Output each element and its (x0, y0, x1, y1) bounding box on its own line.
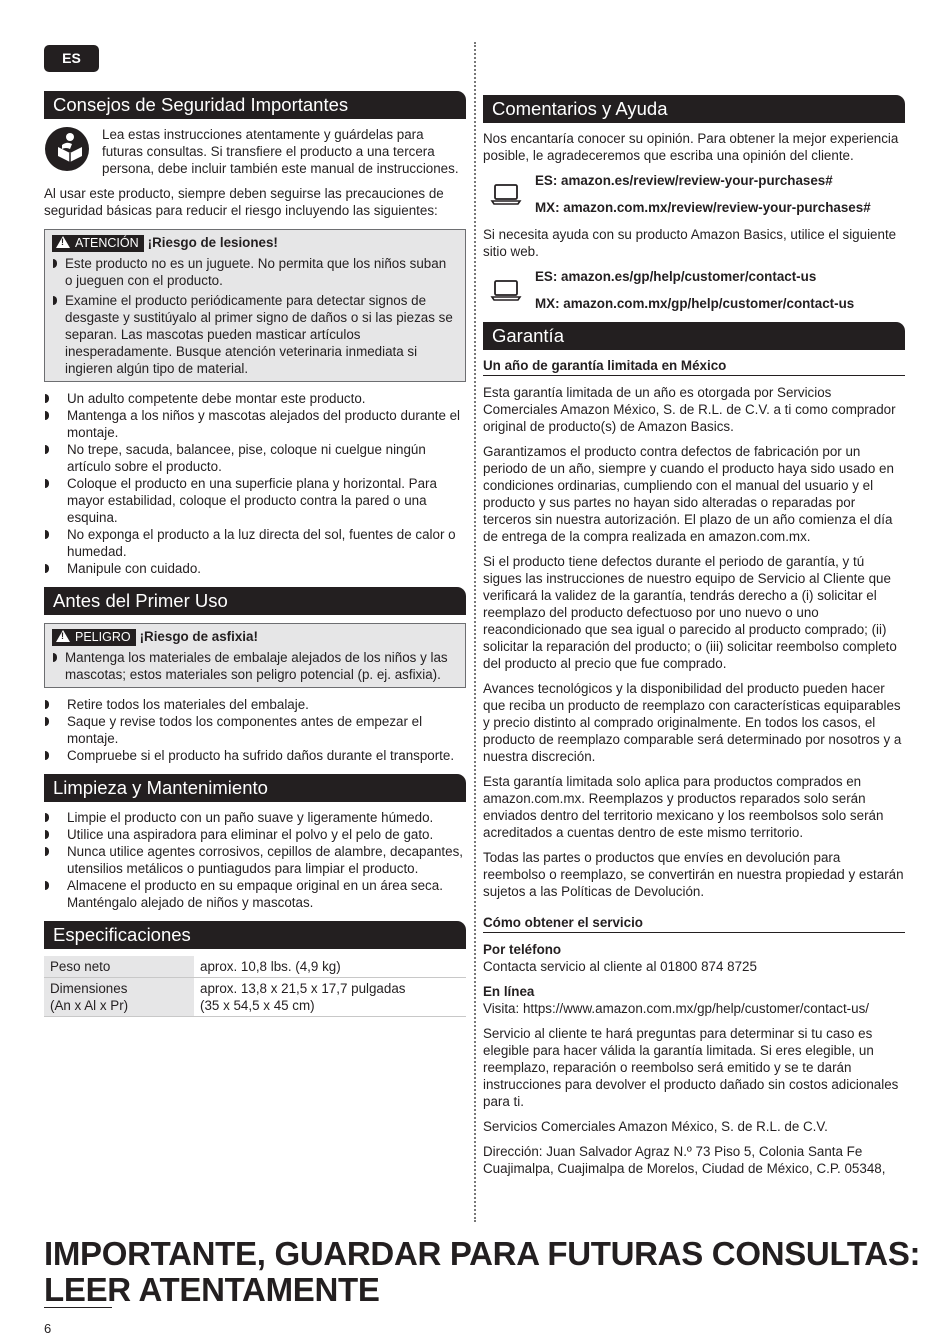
warning-item: Este producto no es un juguete. No permita que los niños suban o jueguen con el producto. (52, 255, 457, 289)
warning-title: ¡Riesgo de lesiones! (147, 235, 278, 250)
warning-box-choking (44, 623, 466, 688)
safety-heading: Consejos de Seguridad Importantes (44, 91, 466, 119)
list-item: Nunca utilice agentes corrosivos, cepillos de alambre, decapantes, utensilios metálicos o puntiagudos para limpiar el producto. (44, 843, 466, 877)
laptop-icon (483, 179, 535, 209)
list-item: Mantenga a los niños y mascotas alejados del producto durante el montaje. (44, 407, 466, 441)
language-badge: ES (44, 45, 99, 72)
read-manual-icon (44, 126, 90, 172)
column-divider (474, 42, 476, 1222)
spec-value: aprox. 13,8 x 21,5 x 17,7 pulgadas (35 x 54,5 x 45 cm) (194, 978, 466, 1017)
warning-triangle-icon (56, 630, 70, 642)
warning-title: ¡Riesgo de asfixia! (139, 629, 258, 644)
laptop-icon (483, 275, 535, 305)
first-use-bullets (44, 696, 466, 764)
warning-triangle-icon (56, 236, 70, 248)
list-item: Un adulto competente debe montar este producto. (44, 390, 466, 407)
online-text: Visita: https://www.amazon.com.mx/gp/help/customer/contact-us/ (483, 1001, 870, 1016)
warning-box-injury (44, 229, 466, 382)
warning-item: Mantenga los materiales de embalaje alejados de los niños y las mascotas; estos materiales son peligro potencial (p. ej. asfixia). (52, 649, 457, 683)
help-text: Si necesita ayuda con su producto Amazon Basics, utilice el siguiente sitio web. (483, 227, 897, 259)
spec-key: Dimensiones (An x Al x Pr) (44, 978, 194, 1017)
warning-item: Examine el producto periódicamente para detectar signos de desgaste y sustitúyalo al primer signo de daños o si las piezas se separan. Las mascotas pueden masticar artículos inesperadamente. Busque atención veterinaria inmediata si ingieren algún tipo de material. (52, 292, 457, 377)
company-name: Servicios Comerciales Amazon México, S. de R.L. de C.V. (483, 1119, 828, 1134)
footer-title (44, 1236, 924, 1308)
cleaning-heading: Limpieza y Mantenimiento (44, 774, 466, 802)
list-item: No trepe, sacuda, balancee, pise, coloque ni cuelgue ningún artículo sobre el producto. (44, 441, 466, 475)
warranty-paragraph: Avances tecnológicos y la disponibilidad del producto pueden hacer que reciba un producto de reemplazo con características equiparables y precio distinto al comprado originalmente. En todos los casos, el producto de reemplazo comparable será determinado por nosotros y a nuestra discreción. (483, 681, 902, 764)
warranty-paragraph: Garantizamos el producto contra defectos de fabricación por un periodo de un año, siempre y cuando el producto haya sido usado en condiciones ordinarias, cumpliendo con el manual del usuario y el producto y sus partes no hayan sido alteradas o reparadas por terceros sin nuestra autorización. El plazo de un año comienza el día de entrega de la compra realizada en amazon.com.mx. (483, 444, 894, 544)
table-row (44, 956, 466, 978)
warranty-paragraph: Esta garantía limitada de un año es otorgada por Servicios Comerciales Amazon México, S. de R.L. de C.V. a ti como comprador original de producto(s) de Amazon Basics. (483, 385, 896, 434)
feedback-intro: Nos encantaría conocer su opinión. Para obtener la mejor experiencia posible, le agradeceremos que escriba una opinión del cliente. (483, 131, 899, 163)
warranty-paragraph: Si el producto tiene defectos durante el periodo de garantía, y tú sigues las instrucciones de nuestro equipo de Servicio al Cliente que verificará la validez de la garantía, tendrás derecho a (i) solicitar el reemplazo del producto defectuoso por uno nuevo o uno reacondicionado que sea igual o parecido al producto comprado; (ii) solicitar la reparación del producto; o (iii) solicitar reembolso completo del producto al precio que fue comprado. (483, 554, 897, 671)
help-link-mx[interactable]: MX: amazon.com.mx/gp/help/customer/contact-us (535, 296, 855, 311)
help-link-es[interactable]: ES: amazon.es/gp/help/customer/contact-us (535, 269, 817, 284)
phone-text: Contacta servicio al cliente al 01800 874 8725 (483, 959, 757, 974)
spec-value: aprox. 10,8 lbs. (4,9 kg) (194, 956, 466, 978)
footer-title-line2: LEER ATENTAMENTE (44, 1271, 380, 1308)
first-use-heading: Antes del Primer Uso (44, 587, 466, 615)
general-precautions: Al usar este producto, siempre deben seguirse las precauciones de seguridad básicas para reducir el riesgo incluyendo las siguientes: (44, 186, 444, 218)
specs-heading: Especificaciones (44, 921, 466, 949)
list-item: Utilice una aspiradora para eliminar el polvo y el pelo de gato. (44, 826, 466, 843)
warranty-paragraph: Todas las partes o productos que envíes en devolución para reembolso o reemplazo, se convertirán en nuestra propiedad y estarán sujetos a las Políticas de Devolución. (483, 850, 904, 899)
list-item: Almacene el producto en su empaque original en un área seca. Manténgalo alejado de niños y mascotas. (44, 877, 466, 911)
list-item: Manipule con cuidado. (44, 560, 466, 577)
left-column (44, 91, 466, 1017)
spec-key: Peso neto (44, 956, 194, 978)
list-item: Coloque el producto en una superficie plana y horizontal. Para mayor estabilidad, coloque el producto contra la pared o una esquina. (44, 475, 466, 526)
address: Dirección: Juan Salvador Agraz N.º 73 Piso 5, Colonia Santa Fe Cuajimalpa, Cuajimalpa de Morelos, Ciudad de México, C.P. 05348, (483, 1144, 886, 1176)
help-links (483, 268, 905, 312)
right-column (483, 95, 905, 1185)
table-row (44, 978, 466, 1017)
danger-badge: !PELIGRO (52, 629, 136, 646)
list-item: Retire todos los materiales del embalaje. (44, 696, 466, 713)
specs-table (44, 956, 466, 1017)
service-heading: Cómo obtener el servicio (483, 914, 905, 933)
footer-rule (44, 1307, 112, 1308)
list-item: Compruebe si el producto ha sufrido daños durante el transporte. (44, 747, 466, 764)
footer-title-line1: IMPORTANTE, GUARDAR PARA FUTURAS CONSULTAS: (44, 1235, 921, 1272)
list-item: Limpie el producto con un paño suave y ligeramente húmedo. (44, 809, 466, 826)
feedback-heading: Comentarios y Ayuda (483, 95, 905, 123)
warning-badge: !ATENCIÓN (52, 235, 144, 252)
online-label: En línea (483, 984, 535, 999)
review-links (483, 172, 905, 216)
list-item: Saque y revise todos los componentes antes de empezar el montaje. (44, 713, 466, 747)
review-link-mx[interactable]: MX: amazon.com.mx/review/review-your-purchases# (535, 200, 871, 215)
warranty-subheading: Un año de garantía limitada en México (483, 357, 905, 376)
warranty-heading: Garantía (483, 322, 905, 350)
warranty-paragraph: Esta garantía limitada solo aplica para productos comprados en amazon.com.mx. Reemplazos y productos reparados solo serán enviados dentro del territorio mexicano y los reembolsos solo serán acreditados a cuentas dentro de este mismo territorio. (483, 774, 884, 840)
safety-intro (44, 126, 466, 177)
cleaning-bullets (44, 809, 466, 911)
closing-paragraph: Servicio al cliente te hará preguntas para determinar si tu caso es elegible para hacer válida la garantía limitada. Si eres elegible, un reemplazo, reparación o reembolso será emitido y se te darán instrucciones para devolver el producto dañado sin costos adicionales para ti. (483, 1026, 899, 1109)
list-item: No exponga el producto a la luz directa del sol, fuentes de calor o humedad. (44, 526, 466, 560)
phone-label: Por teléfono (483, 942, 562, 957)
safety-bullets (44, 390, 466, 577)
review-link-es[interactable]: ES: amazon.es/review/review-your-purchases# (535, 173, 833, 188)
page-number: 6 (44, 1321, 52, 1336)
intro-text: Lea estas instrucciones atentamente y guárdelas para futuras consultas. Si transfiere el producto a una tercera persona, debe incluir también este manual de instrucciones. (102, 127, 459, 176)
